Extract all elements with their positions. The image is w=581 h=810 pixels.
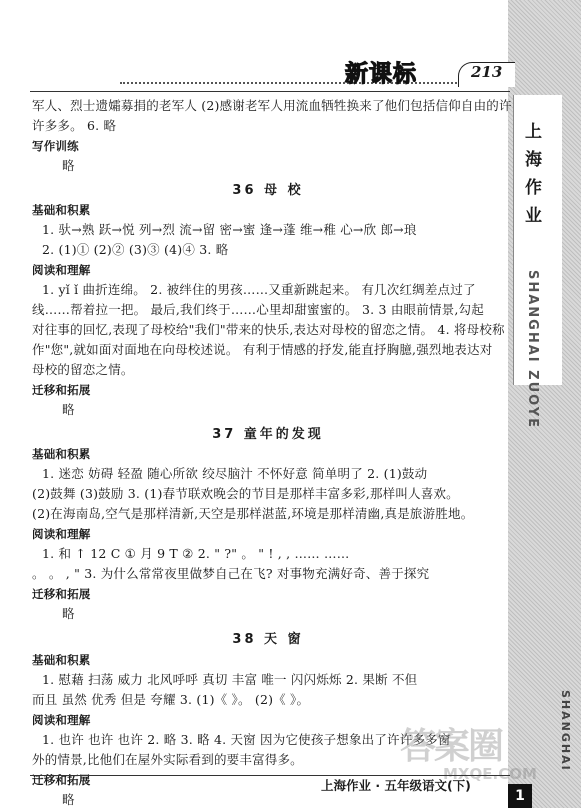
watermark-domain: MXQE.COM <box>443 765 537 783</box>
section-heading-extension: 迁移和拓展 <box>32 587 91 601</box>
text-line: 1. 也许 也许 也许 2. 略 3. 略 4. 天窗 因为它使孩子想象出了许许多多窗 <box>42 732 451 747</box>
text-line: 对往事的回忆,表现了母校给"我们"带来的快乐,表达对母校的留恋之情。 4. 将母校称 <box>32 322 505 337</box>
text-line: 1. 迷恋 妨碍 轻盈 随心所欲 绞尽脑汁 不怀好意 简单明了 2. (1)鼓动 <box>42 466 428 481</box>
text-line: 作"您",就如面对面地在向母校述说。 有利于情感的抒发,能直抒胸臆,强烈地表达对 <box>32 342 493 357</box>
text-line: 线……帮着拉一把。 最后,我们终于……心里却甜蜜蜜的。 3. 3 由眼前情景,勾起 <box>32 302 484 317</box>
section-heading-extension: 迁移和拓展 <box>32 383 91 397</box>
text-line: (2)鼓舞 (3)鼓励 3. (1)春节联欢晚会的节目是那样丰富多彩,那样叫人喜欢。 <box>32 486 459 501</box>
header-rule <box>30 91 510 92</box>
side-romanized-title: SHANGHAI ZUOYE <box>525 270 540 430</box>
text-line: 1. 慰藉 扫荡 威力 北风呼呼 真切 丰富 唯一 闪闪烁烁 2. 果断 不但 <box>42 672 418 687</box>
text-line: 外的情景,比他们在屋外实际看到的要丰富得多。 <box>32 752 303 767</box>
text-line: 母校的留恋之情。 <box>32 362 134 377</box>
section-heading-extension: 迁移和拓展 <box>32 773 91 787</box>
section-heading-reading: 阅读和理解 <box>32 527 91 541</box>
text-line: 略 <box>62 606 75 621</box>
text-line: 略 <box>62 158 75 173</box>
text-line: 1. yǐ ǐ 曲折连绵。 2. 被绊住的男孩……又重新跳起来。 有几次红绸差点过了 <box>42 282 476 297</box>
text-line: 2. (1)① (2)② (3)③ (4)④ 3. 略 <box>42 242 229 257</box>
brand-logo-text: 新课标 <box>345 61 417 87</box>
watermark-logo: 答案圈 <box>400 726 503 767</box>
text-line: 1. 驮→熟 跃→悦 列→烈 流→留 密→蜜 逢→蓬 维→稚 心→欣 郎→琅 <box>42 222 417 237</box>
text-line: 许多多。 6. 略 <box>32 118 117 133</box>
section-heading-reading: 阅读和理解 <box>32 713 91 727</box>
section-heading-reading: 阅读和理解 <box>32 263 91 277</box>
lesson-title-38: 38 天 窗 <box>232 632 304 647</box>
footer-badge: 1 <box>508 784 532 808</box>
section-heading-basics: 基础和积累 <box>32 447 91 461</box>
text-line: 1. 和 ↑ 12 C ① 月 9 T ② 2. " ?" 。 " ! , , …… …… <box>42 546 350 561</box>
section-heading-basics: 基础和积累 <box>32 203 91 217</box>
text-line: (2)在海南岛,空气是那样清新,天空是那样湛蓝,环境是那样清幽,真是旅游胜地。 <box>32 506 474 521</box>
lesson-title-36: 36 母 校 <box>232 183 304 198</box>
text-line: 而且 虽然 优秀 但是 夸耀 3. (1)《 》。 (2)《 》。 <box>32 692 310 707</box>
section-heading-basics: 基础和积累 <box>32 653 91 667</box>
footer-book-title: 上海作业 · 五年级语文(下) <box>321 778 471 793</box>
text-line: 略 <box>62 792 75 807</box>
side-vertical-title: 上海作业 <box>525 122 543 226</box>
lesson-title-37: 37 童年的发现 <box>212 427 324 442</box>
text-line: 军人、烈士遗孀募捐的老军人 (2)感谢老军人用流血牺牲换来了他们包括信仰自由的许 <box>32 98 512 113</box>
text-line: 。 。 , " 3. 为什么常常夜里做梦自己在飞? 对事物充满好奇、善于探究 <box>32 566 430 581</box>
text-line: 略 <box>62 402 75 417</box>
page-number: 213 <box>471 63 503 81</box>
section-heading-writing: 写作训练 <box>32 139 79 153</box>
side-romanized-bottom: SHANGHAI <box>559 690 572 772</box>
